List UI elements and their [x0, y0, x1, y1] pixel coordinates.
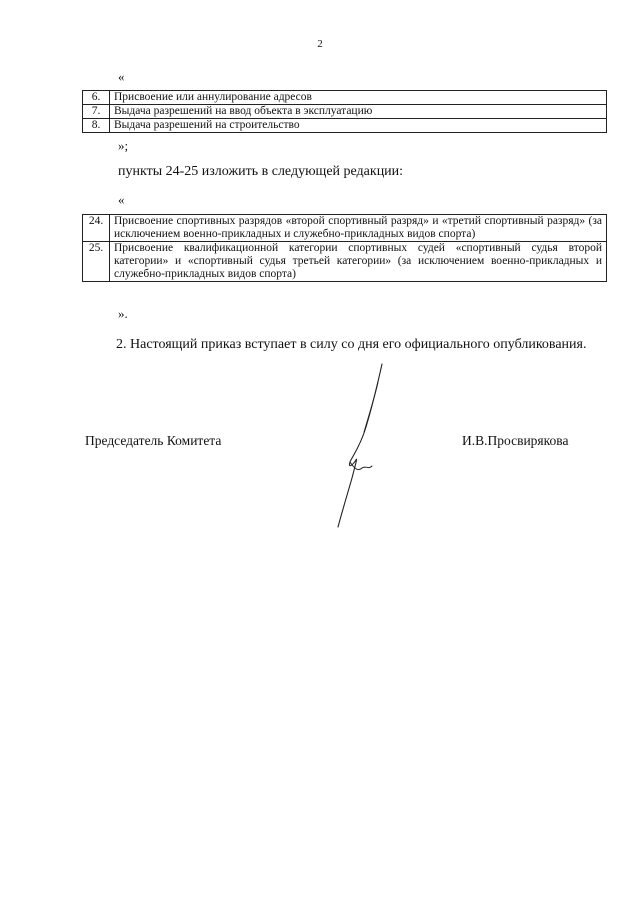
signatory-name: И.В.Просвирякова	[462, 433, 569, 448]
open-quote: «	[118, 69, 125, 84]
handwritten-signature	[328, 362, 388, 532]
row-number: 25.	[83, 242, 110, 282]
open-quote: «	[118, 192, 125, 207]
table-row	[83, 105, 607, 119]
row-number: 7.	[83, 105, 110, 119]
row-text: Выдача разрешений на строительство	[110, 119, 607, 133]
paragraph-2: 2. Настоящий приказ вступает в силу со дня его официального опубликования.	[116, 337, 587, 352]
row-number: 6.	[83, 91, 110, 105]
close-quote: ».	[118, 306, 128, 321]
table-row	[83, 119, 607, 133]
table-row	[83, 91, 607, 105]
table-row	[83, 215, 607, 242]
services-table-1	[82, 90, 607, 133]
services-table-2	[82, 214, 607, 282]
row-number: 24.	[83, 215, 110, 242]
page-number: 2	[317, 38, 323, 50]
instruction-text: пункты 24-25 изложить в следующей редакции:	[118, 164, 404, 179]
row-number: 8.	[83, 119, 110, 133]
close-quote: »;	[118, 138, 129, 153]
row-text: Присвоение квалификационной категории спортивных судей «спортивный судья второй категории» и «спортивный судья третьей категории» (за исключением военно-прикладных и служебно-прикладных видов спорта)	[110, 242, 607, 282]
row-text: Присвоение спортивных разрядов «второй спортивный разряд» и «третий спортивный разряд» (за исключением военно-прикладных и служебно-прикладных видов спорта)	[110, 215, 607, 242]
row-text: Выдача разрешений на ввод объекта в эксплуатацию	[110, 105, 607, 119]
signatory-title: Председатель Комитета	[85, 433, 222, 448]
row-text: Присвоение или аннулирование адресов	[110, 91, 607, 105]
table-row	[83, 242, 607, 282]
